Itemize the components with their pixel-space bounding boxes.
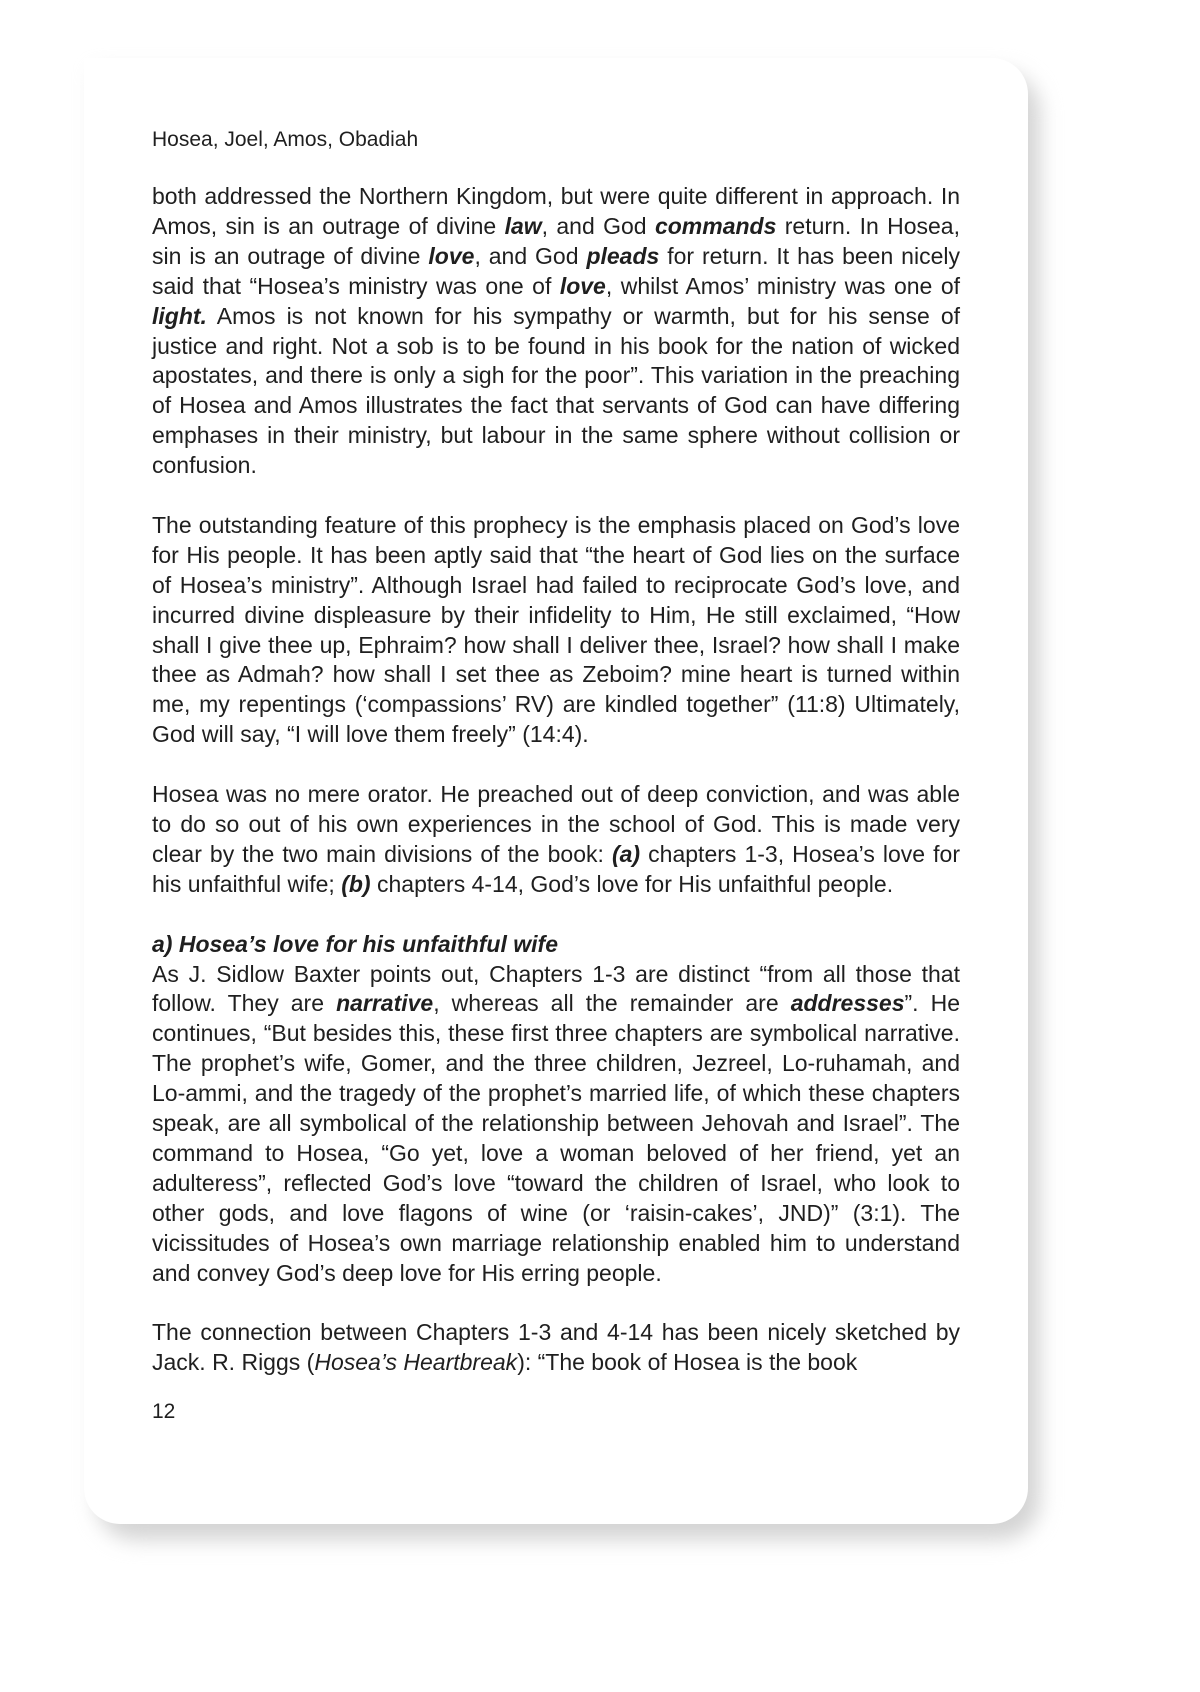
paragraph: a) Hosea’s love for his unfaithful wife As J. Sidlow Baxter points out, Chapters 1-3 are distinct “from all those that follow. They are narrative, whereas all the remainder are addresses”. He continues, “But besides this, these first three chapters are symbolical narrative. The prophet’s wife, Gomer, and the three children, Jezreel, Lo-ruhamah, and Lo-ammi, and the tragedy of the prophet’s married life, of which these chapters speak, are all symbolical of the relationship between Jehovah and Israel”. The command to Hosea, “Go yet, love a woman beloved of her friend, yet an adulteress”, reflected God’s love “toward the children of Israel, who look to other gods, and love flagons of wine (or ‘raisin-cakes’, JND)” (3:1). The vicissitudes of Hosea’s own marriage relationship enabled him to understand and convey God’s deep love for His erring people. <box>152 930 961 1286</box>
running-head: Hosea, Joel, Amos, Obadiah <box>152 128 419 151</box>
page-number: 12 <box>152 1400 176 1423</box>
book-page <box>84 58 1028 1524</box>
paragraph: The connection between Chapters 1-3 and 4-14 has been nicely sketched by Jack. R. Riggs (Hosea’s Heartbreak): “The book of Hosea is the book <box>152 1319 960 1376</box>
body-text <box>152 182 960 1378</box>
paragraph: The outstanding feature of this prophecy is the emphasis placed on God’s love for His people. It has been aptly said that “the heart of God lies on the surface of Hosea’s ministry”. Although Israel had failed to reciprocate God’s love, and incurred divine displeasure by their infidelity to Him, He still exclaimed, “How shall I give thee up, Ephraim? how shall I deliver thee, Israel? how shall I make thee as Admah? how shall I set thee as Zeboim? mine heart is turned within me, my repentings (‘compassions’ RV) are kindled together” (11:8) Ultimately, God will say, “I will love them freely” (14:4). <box>152 511 960 748</box>
paragraph: Hosea was no mere orator. He preached out of deep conviction, and was able to do so out of his own experiences in the school of God. This is made very clear by the two main divisions of the book: (a) chapters 1-3, Hosea’s love for his unfaithful wife; (b) chapters 4-14, God’s love for His unfaithful people. <box>152 781 960 897</box>
paragraph: both addressed the Northern Kingdom, but were quite different in approach. In Amos, sin is an outrage of divine law, and God commands return. In Hosea, sin is an outrage of divine love, and God pleads for return. It has been nicely said that “Hosea’s ministry was one of love, whilst Amos’ ministry was one of light. Amos is not known for his sympathy or warmth, but for his sense of justice and right. Not a sob is to be found in his book for the nation of wicked apostates, and there is only a sigh for the poor”. This variation in the preaching of Hosea and Amos illustrates the fact that servants of God can have differing emphases in their ministry, but labour in the same sphere without collision or confusion. <box>152 183 960 479</box>
section-heading: a) Hosea’s love for his unfaithful wife <box>152 930 558 957</box>
